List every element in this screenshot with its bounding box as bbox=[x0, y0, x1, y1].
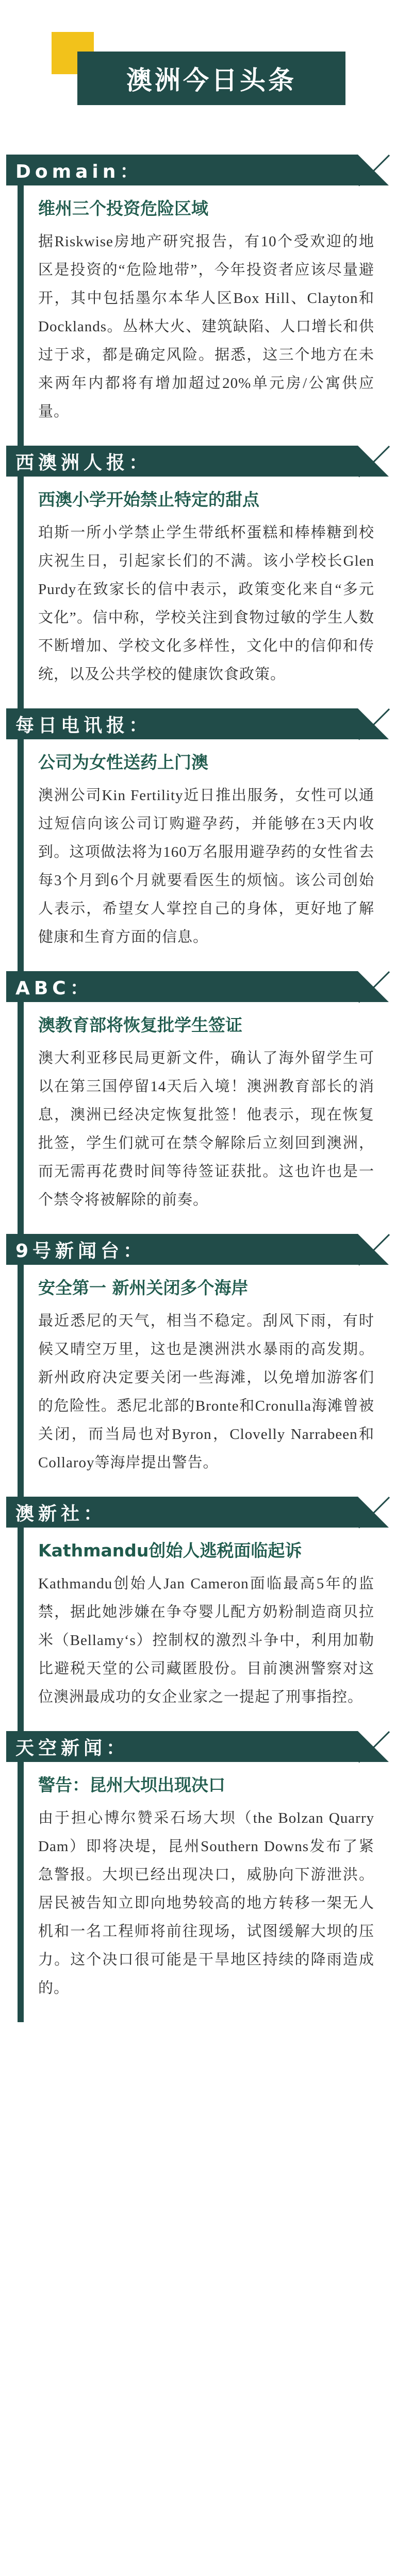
page-banner bbox=[0, 0, 396, 155]
section-body bbox=[6, 1528, 389, 1731]
section-source-label: 澳新社： bbox=[15, 1503, 107, 1524]
news-list bbox=[0, 155, 396, 2043]
section-paragraph: 由于担心博尔赞采石场大坝（the Bolzan Quarry Dam）即将决堤，昆州Southern Downs发布了紧急警报。大坝已经出现决口，威胁向下游泄洪。居民被告知立即向地势较高的地方转移一架无人机和一名工程师将前往现场，试图缓解大坝的压力。这个决口很可能是干旱地区持续的降雨造成的。 bbox=[38, 1810, 374, 1996]
section-paragraph: 据Riskwise房地产研究报告，有10个受欢迎的地区是投资的“危险地带”，今年投资者应该尽量避开，其中包括墨尔本华人区Box Hill、Clayton和Docklands。丛林大火、建筑缺陷、人口增长和供过于求，都是确定风险。据悉，这三个地方在未来两年内都将有增加超过20%单元房/公寓供应量。 bbox=[38, 233, 374, 420]
section-source-label: 9号新闻台： bbox=[15, 1240, 146, 1262]
page-title: 澳洲今日头条 bbox=[126, 65, 296, 95]
section-rail bbox=[18, 1002, 24, 1234]
section-headline: 警告：昆州大坝出现决口 bbox=[38, 1775, 225, 1795]
section-paragraph: Kathmandu创始人Jan Cameron面临最高5年的监禁，据此她涉嫌在争夺婴儿配方奶粉制造商贝拉米（Bellamy‘s）控制权的激烈斗争中，利用加勒比避税天堂的公司藏匿股份。目前澳洲警察对这位澳洲最成功的女企业家之一提起了刑事指控。 bbox=[38, 1575, 374, 1705]
section-source-label: Domain： bbox=[15, 161, 143, 182]
section-source-bar bbox=[6, 155, 389, 185]
section-rail bbox=[18, 1265, 24, 1497]
section-headline: 公司为女性送药上门澳 bbox=[38, 752, 208, 772]
section-headline: 维州三个投资危险区域 bbox=[38, 198, 208, 218]
section-source-label: 天空新闻： bbox=[15, 1737, 129, 1759]
section-source-bar bbox=[6, 708, 389, 739]
section-rail bbox=[18, 739, 24, 971]
news-section bbox=[6, 971, 389, 1234]
section-source-label: 西澳洲人报： bbox=[15, 452, 152, 473]
section-rail bbox=[18, 1762, 24, 2022]
section-body bbox=[6, 1265, 389, 1497]
section-rail bbox=[18, 185, 24, 446]
section-paragraph: 澳洲公司Kin Fertility近日推出服务，女性可以通过短信向该公司订购避孕药，并能够在3天内收到。这项做法将为160万名服用避孕药的女性省去每3个月到6个月就要看医生的烦恼。该公司创始人表示，希望女人掌控自己的身体，更好地了解健康和生育方面的信息。 bbox=[38, 787, 374, 945]
news-section bbox=[6, 1234, 389, 1497]
news-section bbox=[6, 155, 389, 446]
section-source-bar bbox=[6, 446, 389, 477]
section-source-label: 每日电讯报： bbox=[15, 715, 152, 736]
news-section bbox=[6, 1731, 389, 2022]
section-body bbox=[6, 477, 389, 708]
section-body bbox=[6, 1002, 389, 1234]
section-headline: 安全第一 新州关闭多个海岸 bbox=[38, 1278, 249, 1298]
section-rail bbox=[18, 477, 24, 708]
section-headline: 西澳小学开始禁止特定的甜点 bbox=[38, 489, 259, 510]
section-headline: 澳教育部将恢复批学生签证 bbox=[38, 1015, 242, 1035]
section-source-bar bbox=[6, 971, 389, 1002]
news-section bbox=[6, 446, 389, 708]
news-section bbox=[6, 708, 389, 971]
section-source-bar bbox=[6, 1497, 389, 1528]
section-paragraph: 最近悉尼的天气，相当不稳定。刮风下雨，有时候又晴空万里，这也是澳洲洪水暴雨的高发期。新州政府决定要关闭一些海滩，以免增加游客们的危险性。悉尼北部的Bronte和Cronulla海滩曾被关闭，而当局也对Byron，Clovelly Narrabeen和Collaroy等海岸提出警告。 bbox=[38, 1313, 374, 1471]
section-body bbox=[6, 185, 389, 446]
bottom-spacer bbox=[0, 2022, 396, 2043]
section-rail bbox=[18, 1528, 24, 1731]
section-paragraph: 澳大利亚移民局更新文件，确认了海外留学生可以在第三国停留14天后入境！澳洲教育部长的消息，澳洲已经决定恢复批签！他表示，现在恢复批签，学生们就可在禁令解除后立刻回到澳洲，而无需再花费时间等待签证获批。这也许也是一个禁令将被解除的前奏。 bbox=[38, 1050, 374, 1208]
section-paragraph: 珀斯一所小学禁止学生带纸杯蛋糕和棒棒糖到校庆祝生日，引起家长们的不满。该小学校长Glen Purdy在致家长的信中表示，政策变化来自“多元文化”。信中称，学校关注到食物过敏的学生人数不断增加、学校文化多样性，文化中的信仰和传统，以及公共学校的健康饮食政策。 bbox=[38, 524, 374, 683]
news-section bbox=[6, 1497, 389, 1731]
section-source-bar bbox=[6, 1731, 389, 1762]
section-headline: Kathmandu创始人逃税面临起诉 bbox=[38, 1540, 302, 1561]
section-source-bar bbox=[6, 1234, 389, 1265]
section-body bbox=[6, 1762, 389, 2022]
section-body bbox=[6, 739, 389, 971]
section-source-label: ABC： bbox=[15, 977, 93, 999]
